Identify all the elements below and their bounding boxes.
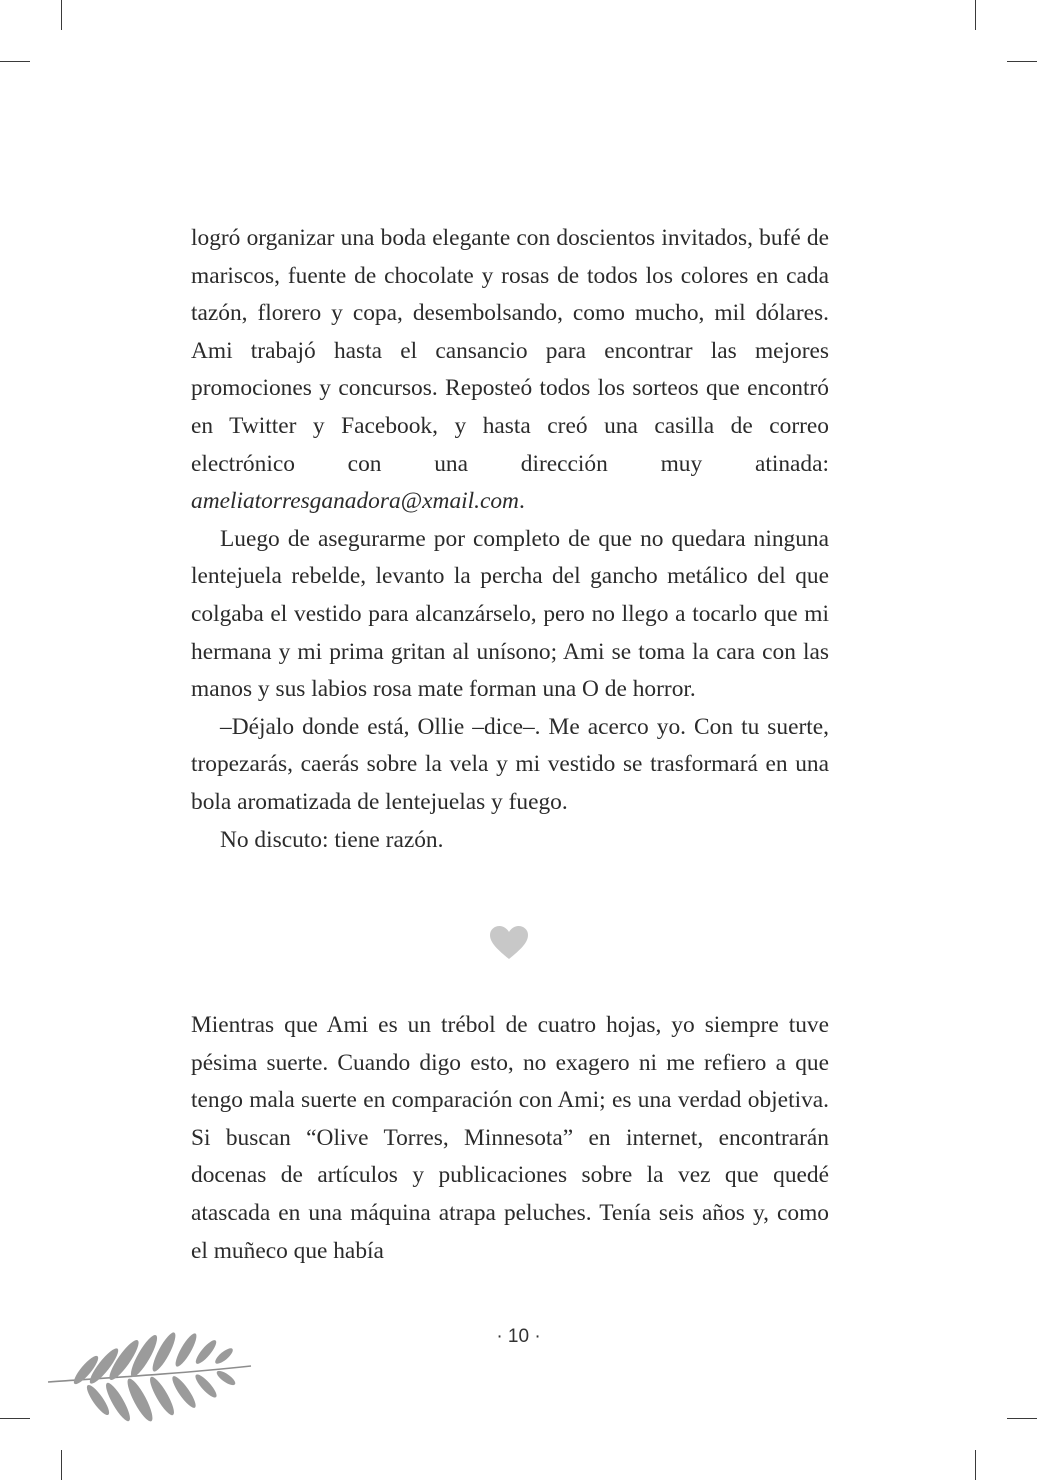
leaf-branch-icon [46,1330,256,1440]
paragraph-continued: logró organizar una boda elegante con doscientos invitados, bufé de mariscos, fuente de chocolate y rosas de todos los colores en cada tazón, florero y copa, desembolsando, como mucho, mil dólares. Ami trabajó hasta el cansancio para encontrar las mejores promociones y concursos. Reposteó todos los sorteos que encontró en Twitter y Facebook, y hasta creó una casilla de correo electrónico con una dirección muy atinada: ameliatorresganadora@xmail.com. [191,225,829,515]
body-text-block-2 [191,1007,829,1270]
crop-mark-bottom-left-horizontal [0,1418,30,1419]
paragraph: Luego de asegurarme por completo de que no quedara ninguna lentejuela rebelde, levanto la percha del gancho metálico del que colgaba el vestido para alcanzárselo, pero no llego a tocarlo que mi hermana y mi prima gritan al unísono; Ami se toma la cara con las manos y sus labios rosa mate forman una O de horror. [191,525,829,703]
body-text-block-1 [191,220,829,859]
crop-mark-top-right-horizontal [1007,61,1037,62]
email-address: ameliatorresganadora@xmail.com [191,488,519,515]
paragraph: No discuto: tiene razón. [220,826,444,853]
crop-mark-bottom-left-vertical [61,1450,62,1480]
crop-mark-top-left-horizontal [0,61,30,62]
dialogue-paragraph: –Déjalo donde está, Ollie –dice–. Me acerco yo. Con tu suerte, tropezarás, caerás sobre la vela y mi vestido se trasformará en una bola aromatizada de lentejuelas y fuego. [191,713,829,815]
crop-mark-top-left-vertical [61,0,62,30]
paragraph: Mientras que Ami es un trébol de cuatro hojas, yo siempre tuve pésima suerte. Cuando digo esto, no exagero ni me refiero a que tengo mala suerte en comparación con Ami; es una verdad objetiva. Si buscan “Olive Torres, Minnesota” en internet, encontrarán docenas de artículos y publicaciones sobre la vez que quedé atascada en una máquina atrapa peluches. Tenía seis años y, como el muñeco que había [191,1012,829,1264]
crop-mark-bottom-right-horizontal [1007,1418,1037,1419]
crop-mark-bottom-right-vertical [975,1450,976,1480]
page-number: · 10 · [496,1326,541,1347]
heart-icon [490,926,528,960]
crop-mark-top-right-vertical [975,0,976,30]
